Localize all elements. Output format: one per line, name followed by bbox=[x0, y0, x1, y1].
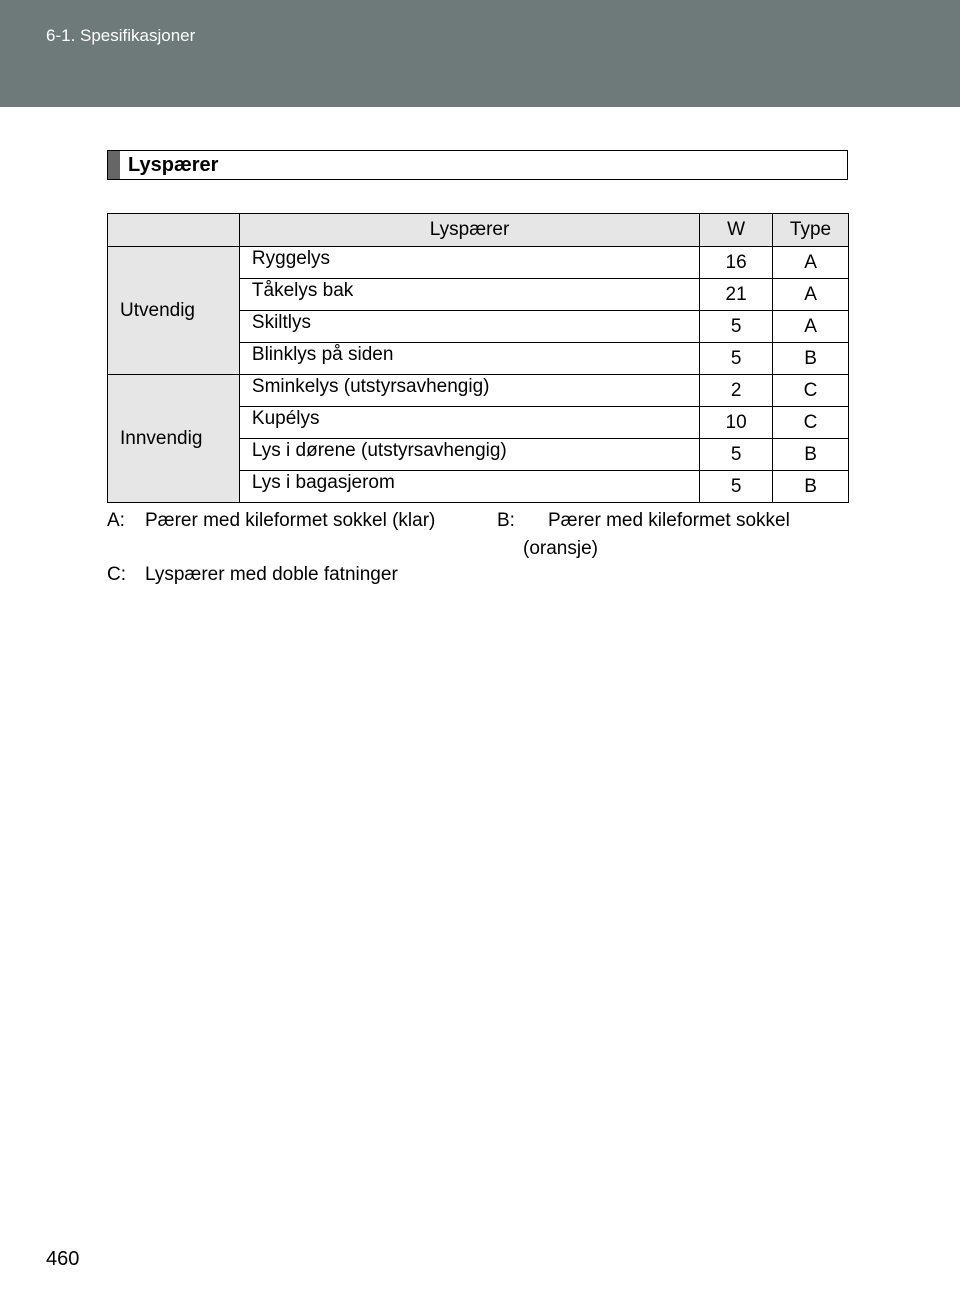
bulb-watt: 16 bbox=[700, 247, 773, 279]
bulb-name: Blinklys på siden bbox=[239, 343, 699, 375]
bulb-name: Ryggelys bbox=[239, 247, 699, 279]
column-header-watt: W bbox=[700, 214, 773, 247]
bulb-name: Lys i bagasjerom bbox=[239, 471, 699, 503]
bulb-watt: 5 bbox=[700, 311, 773, 343]
bulb-watt: 10 bbox=[700, 407, 773, 439]
header-band bbox=[0, 0, 960, 107]
bulb-name: Kupélys bbox=[239, 407, 699, 439]
group-label: Innvendig bbox=[108, 375, 240, 503]
column-header-type: Type bbox=[773, 214, 849, 247]
legend-b-text: Pærer med kileformet sokkel bbox=[548, 510, 790, 531]
bulb-type: B bbox=[773, 471, 849, 503]
chapter-title: 6-1. Spesifikasjoner bbox=[46, 26, 196, 45]
bulb-name: Skiltlys bbox=[239, 311, 699, 343]
page-number: 460 bbox=[46, 1248, 80, 1270]
bulb-watt: 5 bbox=[700, 343, 773, 375]
legend-c-text: Lyspærer med doble fatninger bbox=[145, 564, 398, 585]
bulb-type: A bbox=[773, 311, 849, 343]
bulb-table bbox=[107, 213, 849, 503]
section-heading bbox=[107, 150, 848, 180]
bulb-type: B bbox=[773, 439, 849, 471]
legend-b-key: B: bbox=[497, 510, 515, 531]
column-header-bulb: Lyspærer bbox=[239, 214, 699, 247]
bulb-name: Tåkelys bak bbox=[239, 279, 699, 311]
bulb-type: C bbox=[773, 375, 849, 407]
legend-b-text-cont: (oransje) bbox=[523, 538, 598, 559]
legend-a-text: Pærer med kileformet sokkel (klar) bbox=[145, 510, 436, 531]
bulb-watt: 5 bbox=[700, 439, 773, 471]
bulb-watt: 2 bbox=[700, 375, 773, 407]
bulb-watt: 21 bbox=[700, 279, 773, 311]
bulb-watt: 5 bbox=[700, 471, 773, 503]
table-header-row bbox=[108, 214, 849, 247]
bulb-type: A bbox=[773, 247, 849, 279]
legend-c-key: C: bbox=[107, 564, 126, 585]
group-label: Utvendig bbox=[108, 247, 240, 375]
legend-a-key: A: bbox=[107, 510, 125, 531]
bulb-type: A bbox=[773, 279, 849, 311]
table-row bbox=[108, 247, 849, 279]
heading-bar bbox=[108, 151, 120, 179]
bulb-name: Lys i dørene (utstyrsavhengig) bbox=[239, 439, 699, 471]
section-title: Lyspærer bbox=[128, 154, 219, 176]
column-header-group bbox=[108, 214, 240, 247]
bulb-type: B bbox=[773, 343, 849, 375]
table-row bbox=[108, 375, 849, 407]
bulb-type: C bbox=[773, 407, 849, 439]
bulb-name: Sminkelys (utstyrsavhengig) bbox=[239, 375, 699, 407]
